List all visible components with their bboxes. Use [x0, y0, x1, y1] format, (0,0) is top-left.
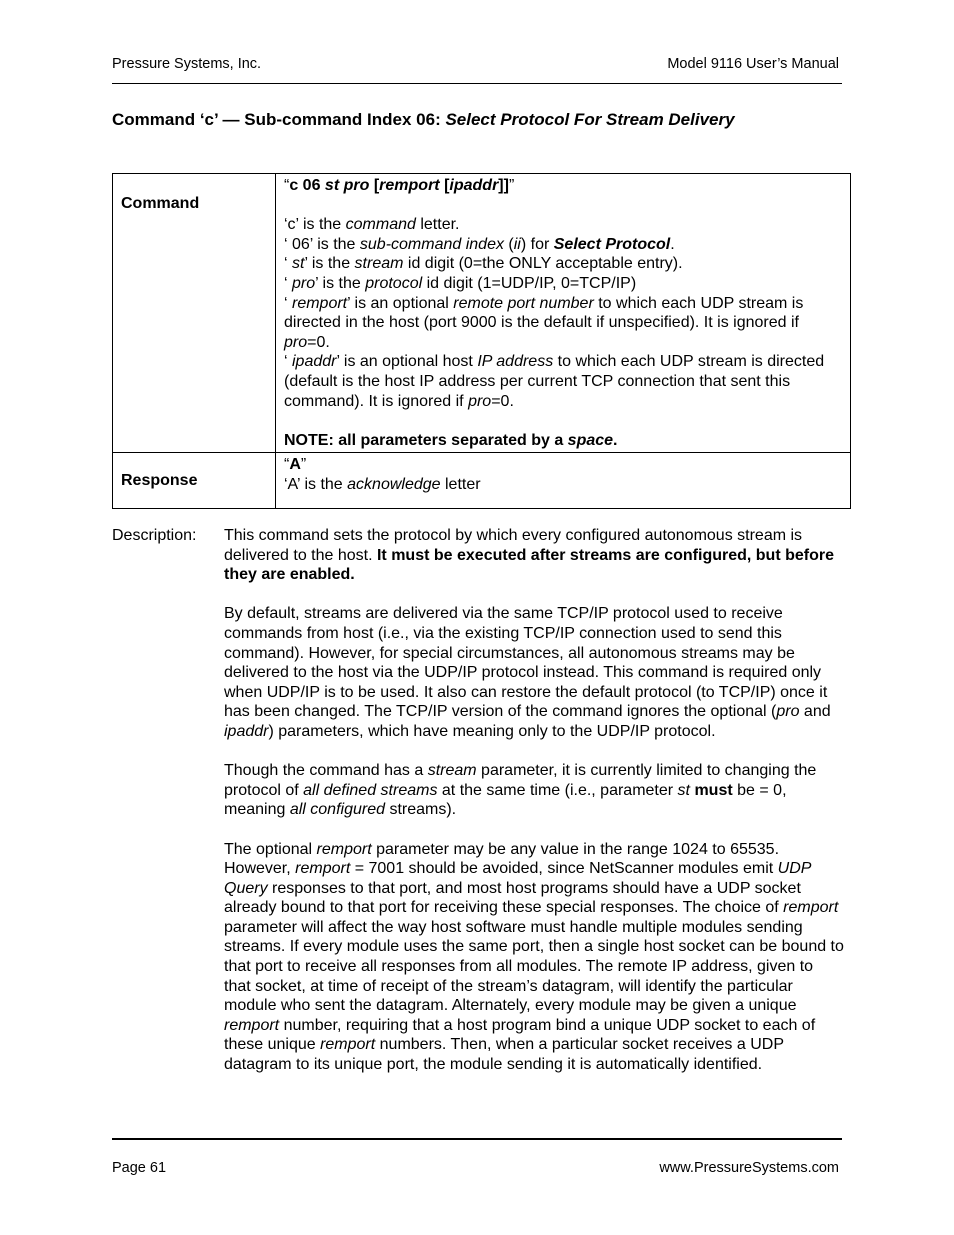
header-company: Pressure Systems, Inc. — [112, 56, 262, 72]
description-paragraph-3: Though the command has a stream parameter, it is currently limited to changing the protocol of all defined streams at the same time (i.e., parameter st must be = 0, meaning all configured streams). — [224, 762, 817, 819]
footer-page-number: Page 61 — [112, 1160, 167, 1176]
command-content — [276, 174, 851, 453]
command-letter-line: ‘c’ is the command letter. — [284, 216, 460, 234]
command-table — [112, 173, 851, 509]
section-title: Command ‘c’ — Sub-command Index 06: Select Protocol For Stream Delivery — [112, 110, 735, 129]
command-label: Command — [113, 174, 276, 453]
description-paragraph-1: This command sets the protocol by which every configured autonomous stream is delivered to the host. It must be executed after streams are configured, but before they are enabled. — [224, 527, 834, 584]
response-syntax: “A” — [284, 456, 307, 474]
header-rule — [112, 83, 842, 84]
response-label: Response — [113, 453, 276, 509]
subcommand-index-line: ‘ 06’ is the sub-command index (ii) for Select Protocol. — [284, 235, 675, 253]
description-body — [224, 526, 844, 1094]
command-syntax: “c 06 st pro [remport [ipaddr]]” — [284, 177, 515, 194]
description-paragraph-4: The optional remport parameter may be any value in the range 1024 to 65535. However, remport = 7001 should be avoided, since NetScanner modules emit UDP Query responses to that port, and most host programs should have a UDP socket already bound to that port for receiving these special responses. The choice of remport parameter will affect the way host software must handle multiple modules sending streams. If every module uses the same port, then a single host socket can be bound to that port to receive all responses from all modules. The remote IP address, given to that socket, at time of receipt of the stream’s datagram, will identify the particular module who sent the datagram. Alternately, every module may be given a unique remport number, requiring that a host program bind a unique UDP socket to each of these unique remport numbers. Then, when a particular socket receives a UDP datagram to its unique port, the module sending it is automatically identified. — [224, 840, 844, 1074]
footer-website: www.PressureSystems.com — [659, 1160, 839, 1176]
response-row — [113, 453, 851, 509]
parameters-note: NOTE: all parameters separated by a space. — [284, 431, 618, 449]
footer-rule — [112, 1138, 842, 1140]
description-label: Description: — [112, 527, 197, 544]
description-paragraph-2: By default, streams are delivered via the same TCP/IP protocol used to receive commands from host (i.e., via the existing TCP/IP connection used to send this command). However, for special circumstances, all autonomous streams may be delivered to the host via the UDP/IP protocol instead. This command is required only when UDP/IP is to be used. It also can restore the default protocol (to TCP/IP) once it has been changed. The TCP/IP version of the command ignores the optional (pro and ipaddr) parameters, which have meaning only to the UDP/IP protocol. — [224, 605, 831, 740]
response-content — [276, 453, 851, 509]
remport-line: ‘ remport’ is an optional remote port number to which each UDP stream is directed in the host (port 9000 is the default if unspecified). It is ignored if pro=0. — [284, 294, 804, 351]
ipaddr-line: ‘ ipaddr’ is an optional host IP address to which each UDP stream is directed (default is the host IP address per current TCP connection that sent this command). It is ignored if pro=0. — [284, 353, 825, 410]
response-explanation: ‘A’ is the acknowledge letter — [284, 475, 481, 493]
protocol-id-line: ‘ pro’ is the protocol id digit (1=UDP/IP, 0=TCP/IP) — [284, 274, 637, 292]
command-row — [113, 174, 851, 453]
stream-id-line: ‘ st’ is the stream id digit (0=the ONLY acceptable entry). — [284, 255, 683, 273]
header-manual-title: Model 9116 User’s Manual — [667, 56, 839, 72]
